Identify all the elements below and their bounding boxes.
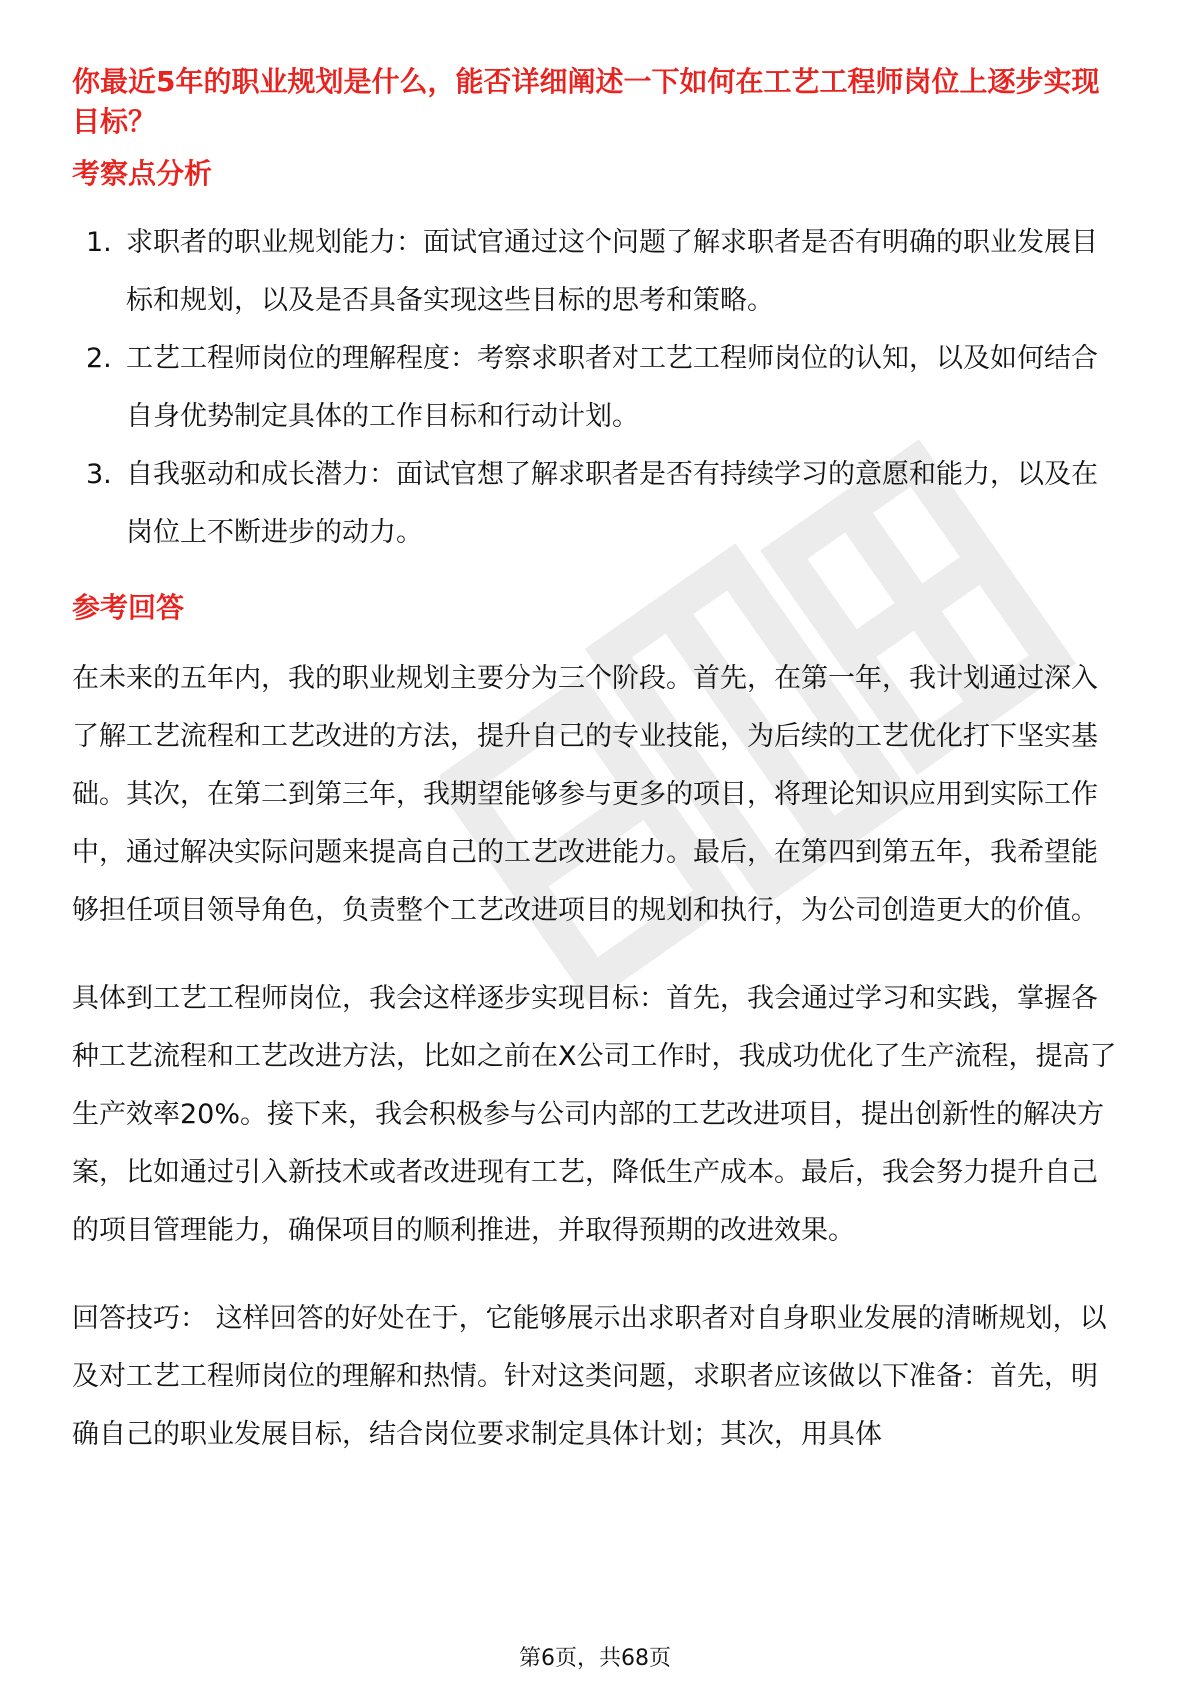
analysis-item-text: 工艺工程师岗位的理解程度：考察求职者对工艺工程师岗位的认知，以及如何结合自身优势制定具体的工作目标和行动计划。 xyxy=(126,343,1098,432)
document-page xyxy=(72,62,1118,1464)
analysis-item-1 xyxy=(72,214,1118,330)
question-title: 你最近5年的职业规划是什么，能否详细阐述一下如何在工艺工程师岗位上逐步实现目标？ xyxy=(72,65,1100,138)
analysis-item-2 xyxy=(72,330,1118,446)
analysis-list xyxy=(72,214,1118,562)
answer-paragraph-2: 具体到工艺工程师岗位，我会这样逐步实现目标：首先，我会通过学习和实践，掌握各种工艺流程和工艺改进方法，比如之前在X公司工作时，我成功优化了生产流程，提高了生产效率20%。接下来，我会积极参与公司内部的工艺改进项目，提出创新性的解决方案，比如通过引入新技术或者改进现有工艺，降低生产成本。最后，我会努力提升自己的项目管理能力，确保项目的顺利推进，并取得预期的改进效果。 xyxy=(72,983,1117,1246)
analysis-item-number: 2. xyxy=(86,343,112,374)
answer-paragraph-1: 在未来的五年内，我的职业规划主要分为三个阶段。首先，在第一年，我计划通过深入了解工艺流程和工艺改进的方法，提升自己的专业技能，为后续的工艺优化打下坚实基础。其次，在第二到第三年，我期望能够参与更多的项目，将理论知识应用到实际工作中，通过解决实际问题来提高自己的工艺改进能力。最后，在第四到第五年，我希望能够担任项目领导角色，负责整个工艺改进项目的规划和执行，为公司创造更大的价值。 xyxy=(72,663,1098,926)
analysis-item-3 xyxy=(72,446,1118,562)
analysis-item-text: 求职者的职业规划能力：面试官通过这个问题了解求职者是否有明确的职业发展目标和规划，以及是否具备实现这些目标的思考和策略。 xyxy=(126,227,1098,316)
answer-tips-paragraph: 回答技巧： 这样回答的好处在于，它能够展示出求职者对自身职业发展的清晰规划，以及对工艺工程师岗位的理解和热情。针对这类问题，求职者应该做以下准备：首先，明确自己的职业发展目标，结合岗位要求制定具体计划；其次，用具体 xyxy=(72,1303,1107,1450)
analysis-item-number: 1. xyxy=(86,227,112,258)
analysis-item-number: 3. xyxy=(86,459,112,490)
analysis-item-text: 自我驱动和成长潜力：面试官想了解求职者是否有持续学习的意愿和能力，以及在岗位上不断进步的动力。 xyxy=(126,459,1098,548)
analysis-heading: 考察点分析 xyxy=(72,157,213,190)
answer-heading: 参考回答 xyxy=(72,591,185,624)
page-footer: 第6页，共68页 xyxy=(519,1646,671,1671)
